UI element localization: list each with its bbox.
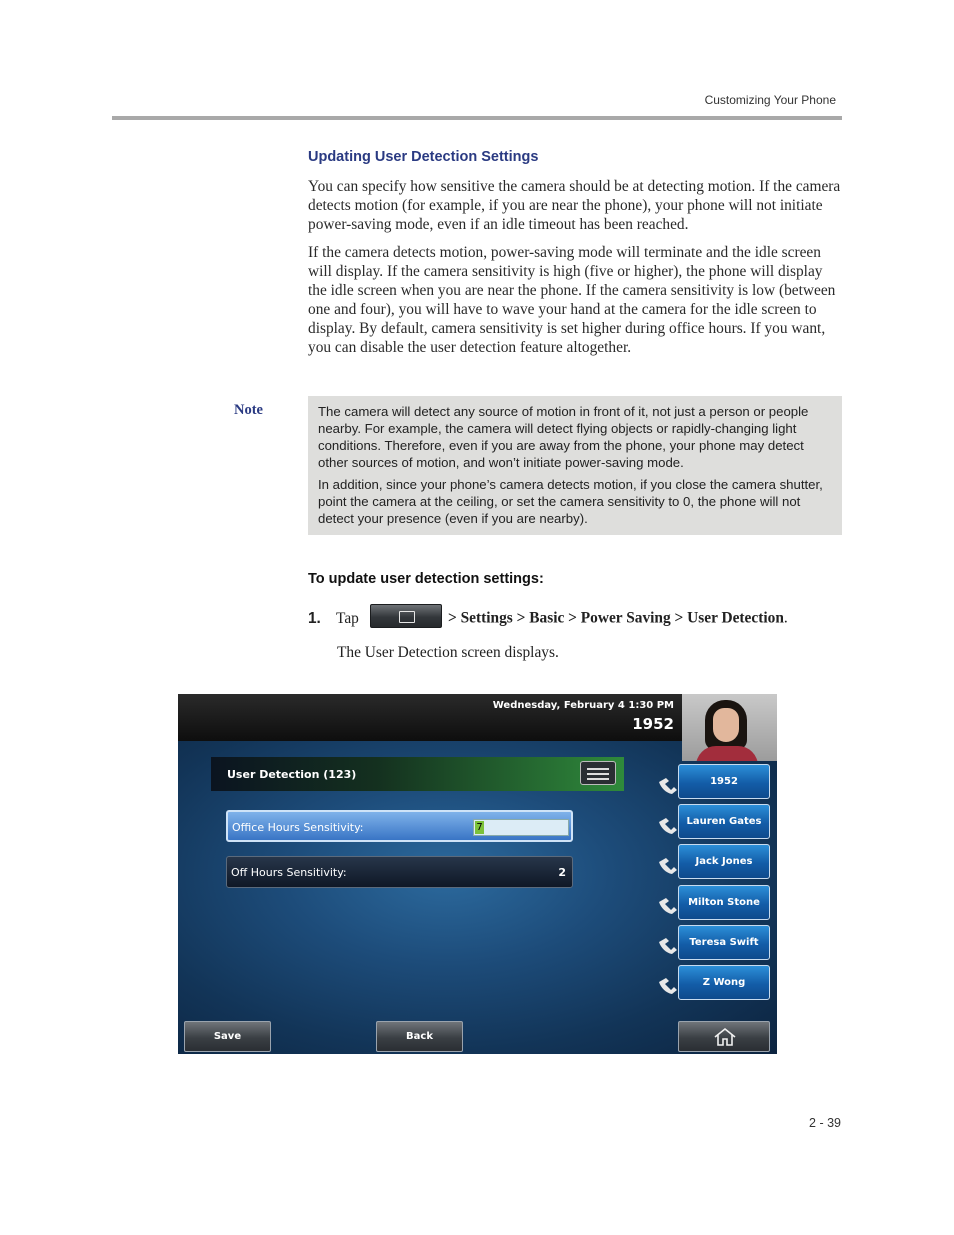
phone-handset-icon xyxy=(656,896,680,916)
save-softkey[interactable] xyxy=(184,1021,271,1052)
body-paragraph: You can specify how sensitive the camera should be at detecting motion. If the camera detects motion (for example, if you are near the phone), your phone will not initiate power-saving mode, even if an idle timeout has been reached. xyxy=(308,178,841,233)
back-softkey[interactable] xyxy=(376,1021,463,1052)
line-key-jack-jones[interactable] xyxy=(678,844,770,879)
running-header: Customizing Your Phone xyxy=(704,93,836,107)
note-paragraph: In addition, since your phone’s camera detects motion, if you close the camera shutter, point the camera at the ceiling, or set the camera sensitivity to 0, the phone will not detect your presence (even if you are nearby). xyxy=(318,477,823,526)
menu-key-image xyxy=(370,604,442,628)
office-hours-sensitivity-input[interactable] xyxy=(473,819,569,836)
step-tap-text: Tap xyxy=(336,609,359,627)
line-key-lauren-gates[interactable] xyxy=(678,804,770,839)
field-label: Office Hours Sensitivity: xyxy=(232,821,364,834)
line-label: Milton Stone xyxy=(688,897,760,908)
phone-handset-icon xyxy=(656,776,680,796)
page-number: 2 - 39 xyxy=(809,1116,841,1130)
office-hours-sensitivity-field[interactable] xyxy=(226,810,573,842)
menu-icon xyxy=(399,611,415,623)
line-label: 1952 xyxy=(710,776,738,787)
line-key-milton-stone[interactable] xyxy=(678,885,770,920)
procedure-title: To update user detection settings: xyxy=(308,571,544,587)
phone-screenshot xyxy=(178,694,777,1054)
screen-title: User Detection (123) xyxy=(227,768,357,781)
extension-number: 1952 xyxy=(632,715,674,733)
home-softkey[interactable] xyxy=(678,1021,770,1052)
line-key-z-wong[interactable] xyxy=(678,965,770,1000)
field-label: Off Hours Sensitivity: xyxy=(231,866,347,879)
procedure-step xyxy=(308,607,788,631)
line-key-1952[interactable] xyxy=(678,764,770,799)
line-label: Lauren Gates xyxy=(686,816,762,827)
home-icon xyxy=(713,1027,737,1047)
note-label: Note xyxy=(234,402,263,418)
line-key-teresa-swift[interactable] xyxy=(678,925,770,960)
off-hours-sensitivity-field[interactable] xyxy=(226,856,573,888)
user-photo xyxy=(682,694,777,761)
phone-handset-icon xyxy=(656,976,680,996)
phone-handset-icon xyxy=(656,856,680,876)
line-label: Jack Jones xyxy=(695,856,753,867)
note-paragraph: The camera will detect any source of motion in front of it, not just a person or people nearby. For example, the camera will detect flying objects or rapidly-changing light conditions. Therefore, even if you are away from the phone, your phone may detect other sources of motion, and won’t initiate power-saving mode. xyxy=(318,404,809,470)
phone-handset-icon xyxy=(656,816,680,836)
section-title: Updating User Detection Settings xyxy=(308,149,539,165)
keyboard-icon[interactable] xyxy=(580,761,616,785)
body-paragraph: If the camera detects motion, power-saving mode will terminate and the idle screen will display. If the camera sensitivity is high (five or higher), the phone will display the idle screen when you are near the phone. If the camera sensitivity is low (between one and four), you will have to wave your hand at the camera for the idle screen to display. By default, camera sensitivity is set higher during office hours. If you want, you can disable the user detection feature altogether. xyxy=(308,244,836,356)
step-path: > Settings > Basic > Power Saving > User Detection xyxy=(448,609,784,627)
step-result: The User Detection screen displays. xyxy=(337,644,559,661)
status-bar xyxy=(178,694,682,741)
line-label: Teresa Swift xyxy=(689,937,759,948)
note-box xyxy=(308,396,842,535)
line-label: Z Wong xyxy=(702,977,746,988)
field-value: 7 xyxy=(476,822,483,833)
softkey-label: Back xyxy=(406,1031,433,1042)
header-rule xyxy=(112,116,842,120)
field-value: 2 xyxy=(558,866,566,879)
date-time: Wednesday, February 4 1:30 PM xyxy=(492,700,674,711)
softkey-label: Save xyxy=(213,1031,242,1042)
step-end: . xyxy=(783,609,788,627)
step-number: 1. xyxy=(308,609,321,627)
screen-title-bar xyxy=(211,757,624,791)
phone-handset-icon xyxy=(656,936,680,956)
